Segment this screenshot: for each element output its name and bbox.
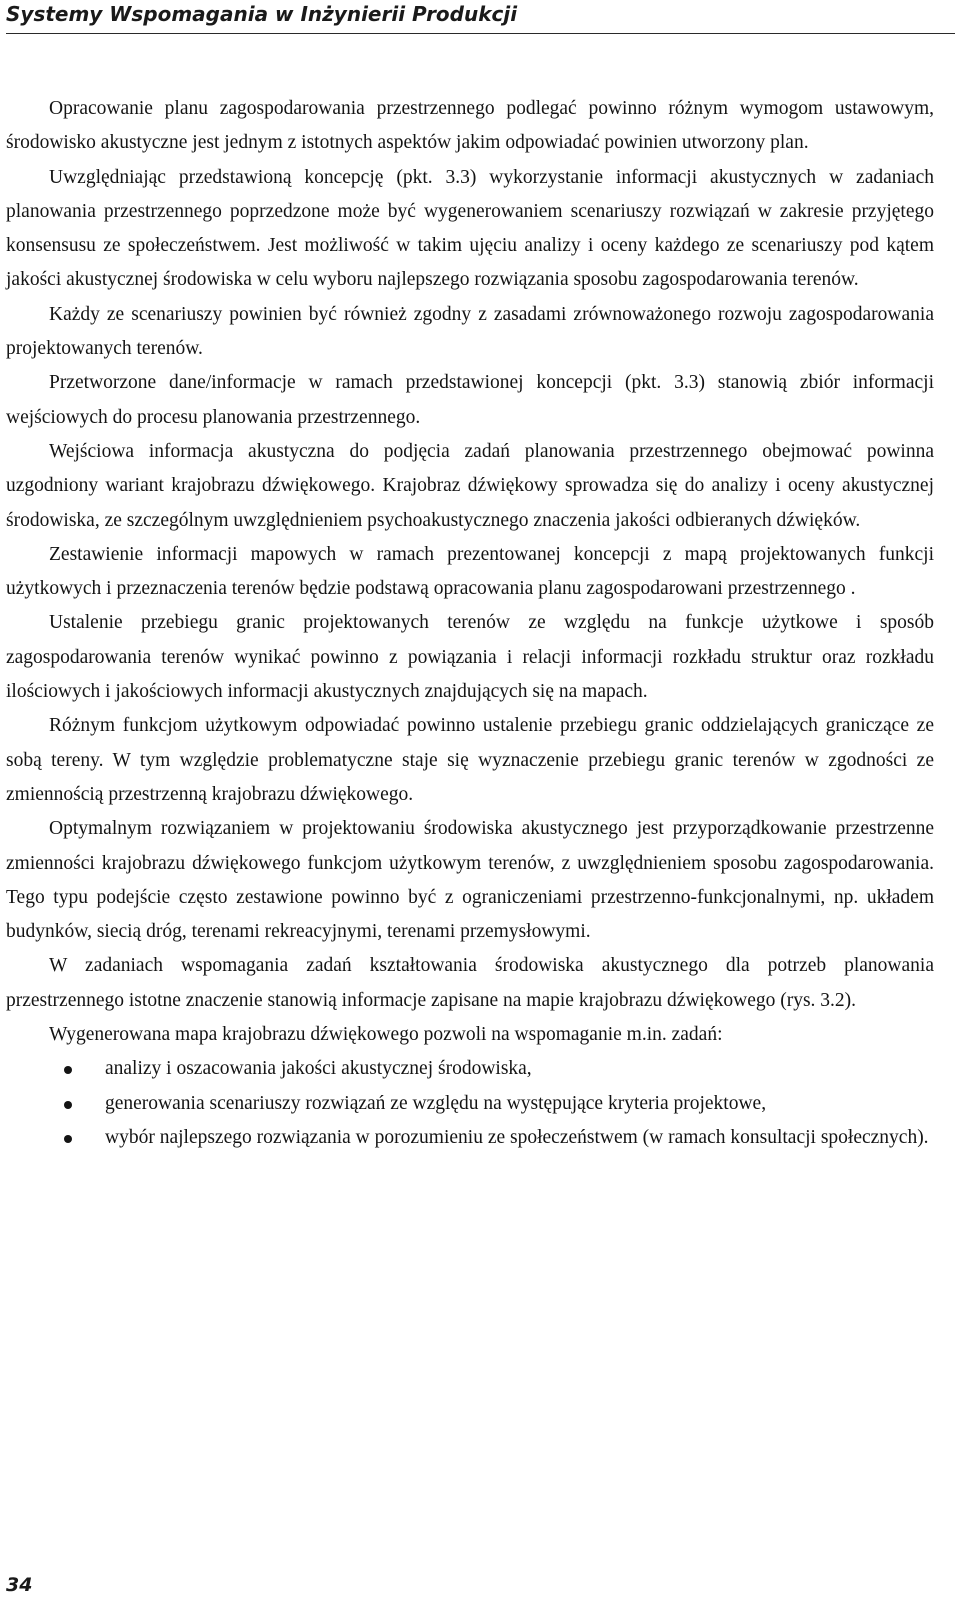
paragraph: Opracowanie planu zagospodarowania przestrzennego podlegać powinno różnym wymogom ustawowym, środowisko akustyczne jest jednym z istotnych aspektów jakim odpowiadać powinien utworzony plan.	[6, 98, 934, 154]
list-item: analizy i oszacowania jakości akustycznej środowiska,	[6, 1052, 934, 1086]
paragraph: Każdy ze scenariuszy powinien być również zgodny z zasadami zrównoważonego rozwoju zagospodarowania projektowanych terenów.	[6, 303, 934, 360]
list-item: wybór najlepszego rozwiązania w porozumieniu ze społeczeństwem (w ramach konsultacji społecznych).	[6, 1121, 934, 1155]
paragraph: Różnym funkcjom użytkowym odpowiadać powinno ustalenie przebiegu granic oddzielających graniczące ze sobą tereny. W tym względzie problematyczne staje się wyznaczenie przebiegu granic terenów w zgodności ze zmiennością przestrzenną krajobrazu dźwiękowego.	[6, 715, 934, 805]
paragraph: Przetworzone dane/informacje w ramach przedstawionej koncepcji (pkt. 3.3) stanowią zbiór informacji wejściowych do procesu planowania przestrzennego.	[6, 372, 934, 428]
paragraph: Wejściowa informacja akustyczna do podjęcia zadań planowania przestrzennego obejmować powinna uzgodniony wariant krajobrazu dźwiękowego. Krajobraz dźwiękowy sprowadza się do analizy i oceny akustycznej środowiska, ze szczególnym uwzględnieniem psychoakustycznego znaczenia jakości odbieranych dźwięków.	[6, 440, 934, 531]
page-number: 34	[6, 1574, 33, 1596]
document-body	[6, 92, 934, 1155]
running-head-title: Systemy Wspomagania w Inżynierii Produkcji	[6, 2, 518, 26]
paragraph: Zestawienie informacji mapowych w ramach prezentowanej koncepcji z mapą projektowanych funkcji użytkowych i przeznaczenia terenów będzie podstawą opracowania planu zagospodarowani przestrzennego .	[6, 543, 934, 600]
paragraph: W zadaniach wspomagania zadań kształtowania środowiska akustycznego dla potrzeb planowania przestrzennego istotne znaczenie stanowią informacje zapisane na mapie krajobrazu dźwiękowego (rys. 3.2).	[6, 955, 934, 1011]
paragraph: Ustalenie przebiegu granic projektowanych terenów ze względu na funkcje użytkowe i sposób zagospodarowania terenów wynikać powinno z powiązania i relacji informacji rozkładu struktur oraz rozkładu ilościowych i jakościowych informacji akustycznych znajdujących się na mapach.	[6, 612, 934, 703]
header-rule	[6, 33, 955, 34]
list-item: generowania scenariuszy rozwiązań ze względu na występujące kryteria projektowe,	[6, 1087, 934, 1121]
bullet-list	[6, 1052, 934, 1155]
paragraph: Optymalnym rozwiązaniem w projektowaniu środowiska akustycznego jest przyporządkowanie przestrzenne zmienności krajobrazu dźwiękowego funkcjom użytkowym terenów, z uwzględnieniem sposobu zagospodarowania. Tego typu podejście często zestawione powinno być z ograniczeniami przestrzenno-funkcjonalnymi, np. układem budynków, siecią dróg, terenami rekreacyjnymi, terenami przemysłowymi.	[6, 818, 934, 943]
paragraph: Wygenerowana mapa krajobrazu dźwiękowego pozwoli na wspomaganie m.in. zadań:	[49, 1024, 723, 1046]
paragraph: Uwzględniając przedstawioną koncepcję (pkt. 3.3) wykorzystanie informacji akustycznych w zadaniach planowania przestrzennego poprzedzone może być wygenerowaniem scenariuszy rozwiązań w zakresie przyjętego konsensusu ze społeczeństwem. Jest możliwość w takim ujęciu analizy i oceny każdego ze scenariuszy pod kątem jakości akustycznej środowiska w celu wyboru najlepszego rozwiązania sposobu zagospodarowania terenów.	[6, 166, 934, 291]
